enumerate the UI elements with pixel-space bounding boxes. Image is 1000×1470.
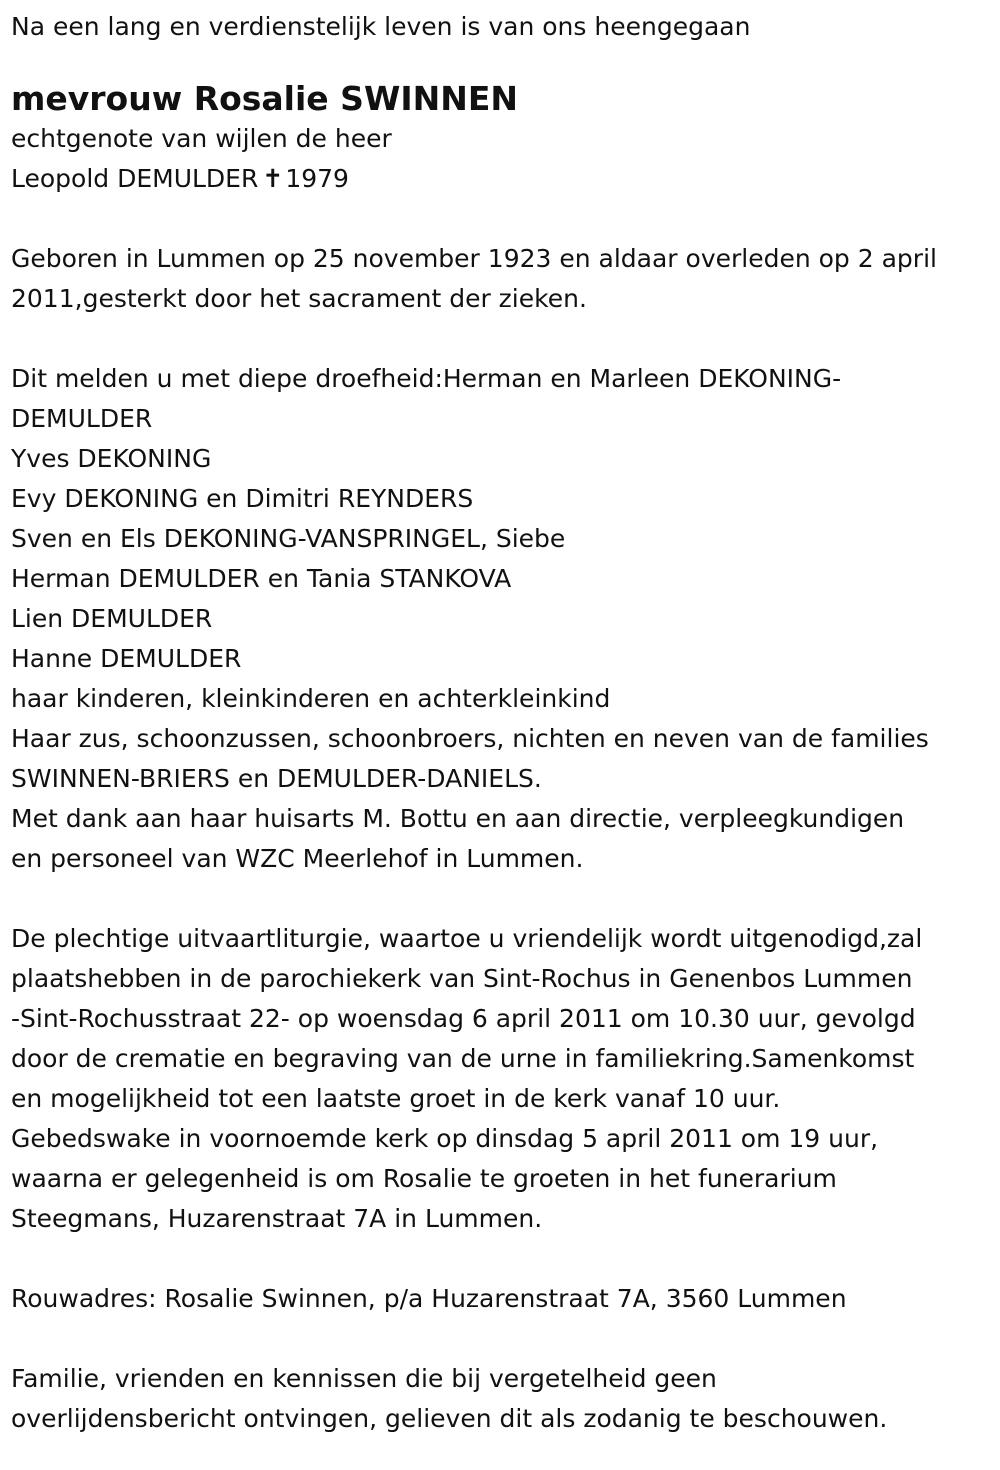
mourner-line: Haar zus, schoonzussen, schoonbroers, nichten en neven van de families [11, 724, 929, 753]
closing-paragraph [11, 1359, 990, 1439]
mourner-line: Hanne DEMULDER [11, 644, 242, 673]
mourner-line: Evy DEKONING en Dimitri REYNDERS [11, 484, 474, 513]
funeral-line: De plechtige uitvaartliturgie, waartoe u vriendelijk wordt uitgenodigd,zal [11, 924, 923, 953]
mourner-line: Dit melden u met diepe droefheid:Herman en Marleen DEKONING- [11, 364, 842, 393]
spacer [11, 1319, 990, 1359]
funeral-line: waarna er gelegenheid is om Rosalie te groeten in het funerarium [11, 1164, 837, 1193]
funeral-paragraph [11, 919, 990, 1239]
mourner-line: SWINNEN-BRIERS en DEMULDER-DANIELS. [11, 764, 542, 793]
mourner-line: en personeel van WZC Meerlehof in Lummen. [11, 844, 584, 873]
closing-line: overlijdensbericht ontvingen, gelieven dit als zodanig te beschouwen. [11, 1404, 888, 1433]
spacer [11, 879, 990, 919]
funeral-line: door de crematie en begraving van de urne in familiekring.Samenkomst [11, 1044, 915, 1073]
mourning-address: Rouwadres: Rosalie Swinnen, p/a Huzarenstraat 7A, 3560 Lummen [11, 1284, 847, 1313]
spacer [11, 1239, 990, 1279]
spouse-name: Leopold DEMULDER [11, 164, 259, 193]
cross-icon: ✝ [262, 164, 284, 193]
funeral-line: Gebedswake in voornoemde kerk op dinsdag 5 april 2011 om 19 uur, [11, 1124, 879, 1153]
funeral-line: -Sint-Rochusstraat 22- op woensdag 6 april 2011 om 10.30 uur, gevolgd [11, 1004, 916, 1033]
mourner-line: Yves DEKONING [11, 444, 212, 473]
mourners-paragraph [11, 359, 990, 879]
birth-death-paragraph [11, 239, 990, 319]
paragraph-line: 2011,gesterkt door het sacrament der zieken. [11, 284, 587, 313]
intro-text: Na een lang en verdienstelijk leven is van ons heengegaan [11, 12, 751, 41]
deceased-name: mevrouw Rosalie SWINNEN [11, 79, 519, 118]
mourner-line: DEMULDER [11, 404, 153, 433]
spouse-death-year: 1979 [285, 164, 349, 193]
mourner-line: Sven en Els DEKONING-VANSPRINGEL, Siebe [11, 524, 566, 553]
spacer [11, 319, 990, 359]
spouse-line [11, 159, 990, 199]
funeral-line: plaatshebben in de parochiekerk van Sint-Rochus in Genenbos Lummen [11, 964, 913, 993]
mourner-line: Met dank aan haar huisarts M. Bottu en aan directie, verpleegkundigen [11, 804, 905, 833]
mourner-line: Herman DEMULDER en Tania STANKOVA [11, 564, 512, 593]
funeral-line: Steegmans, Huzarenstraat 7A in Lummen. [11, 1204, 543, 1233]
paragraph-line: Geboren in Lummen op 25 november 1923 en aldaar overleden op 2 april [11, 244, 937, 273]
spacer [11, 199, 990, 239]
closing-line: Familie, vrienden en kennissen die bij vergetelheid geen [11, 1364, 717, 1393]
mourner-line: haar kinderen, kleinkinderen en achterkleinkind [11, 684, 611, 713]
mourner-line: Lien DEMULDER [11, 604, 213, 633]
spouse-intro: echtgenote van wijlen de heer [11, 124, 392, 153]
funeral-line: en mogelijkheid tot een laatste groet in de kerk vanaf 10 uur. [11, 1084, 781, 1113]
